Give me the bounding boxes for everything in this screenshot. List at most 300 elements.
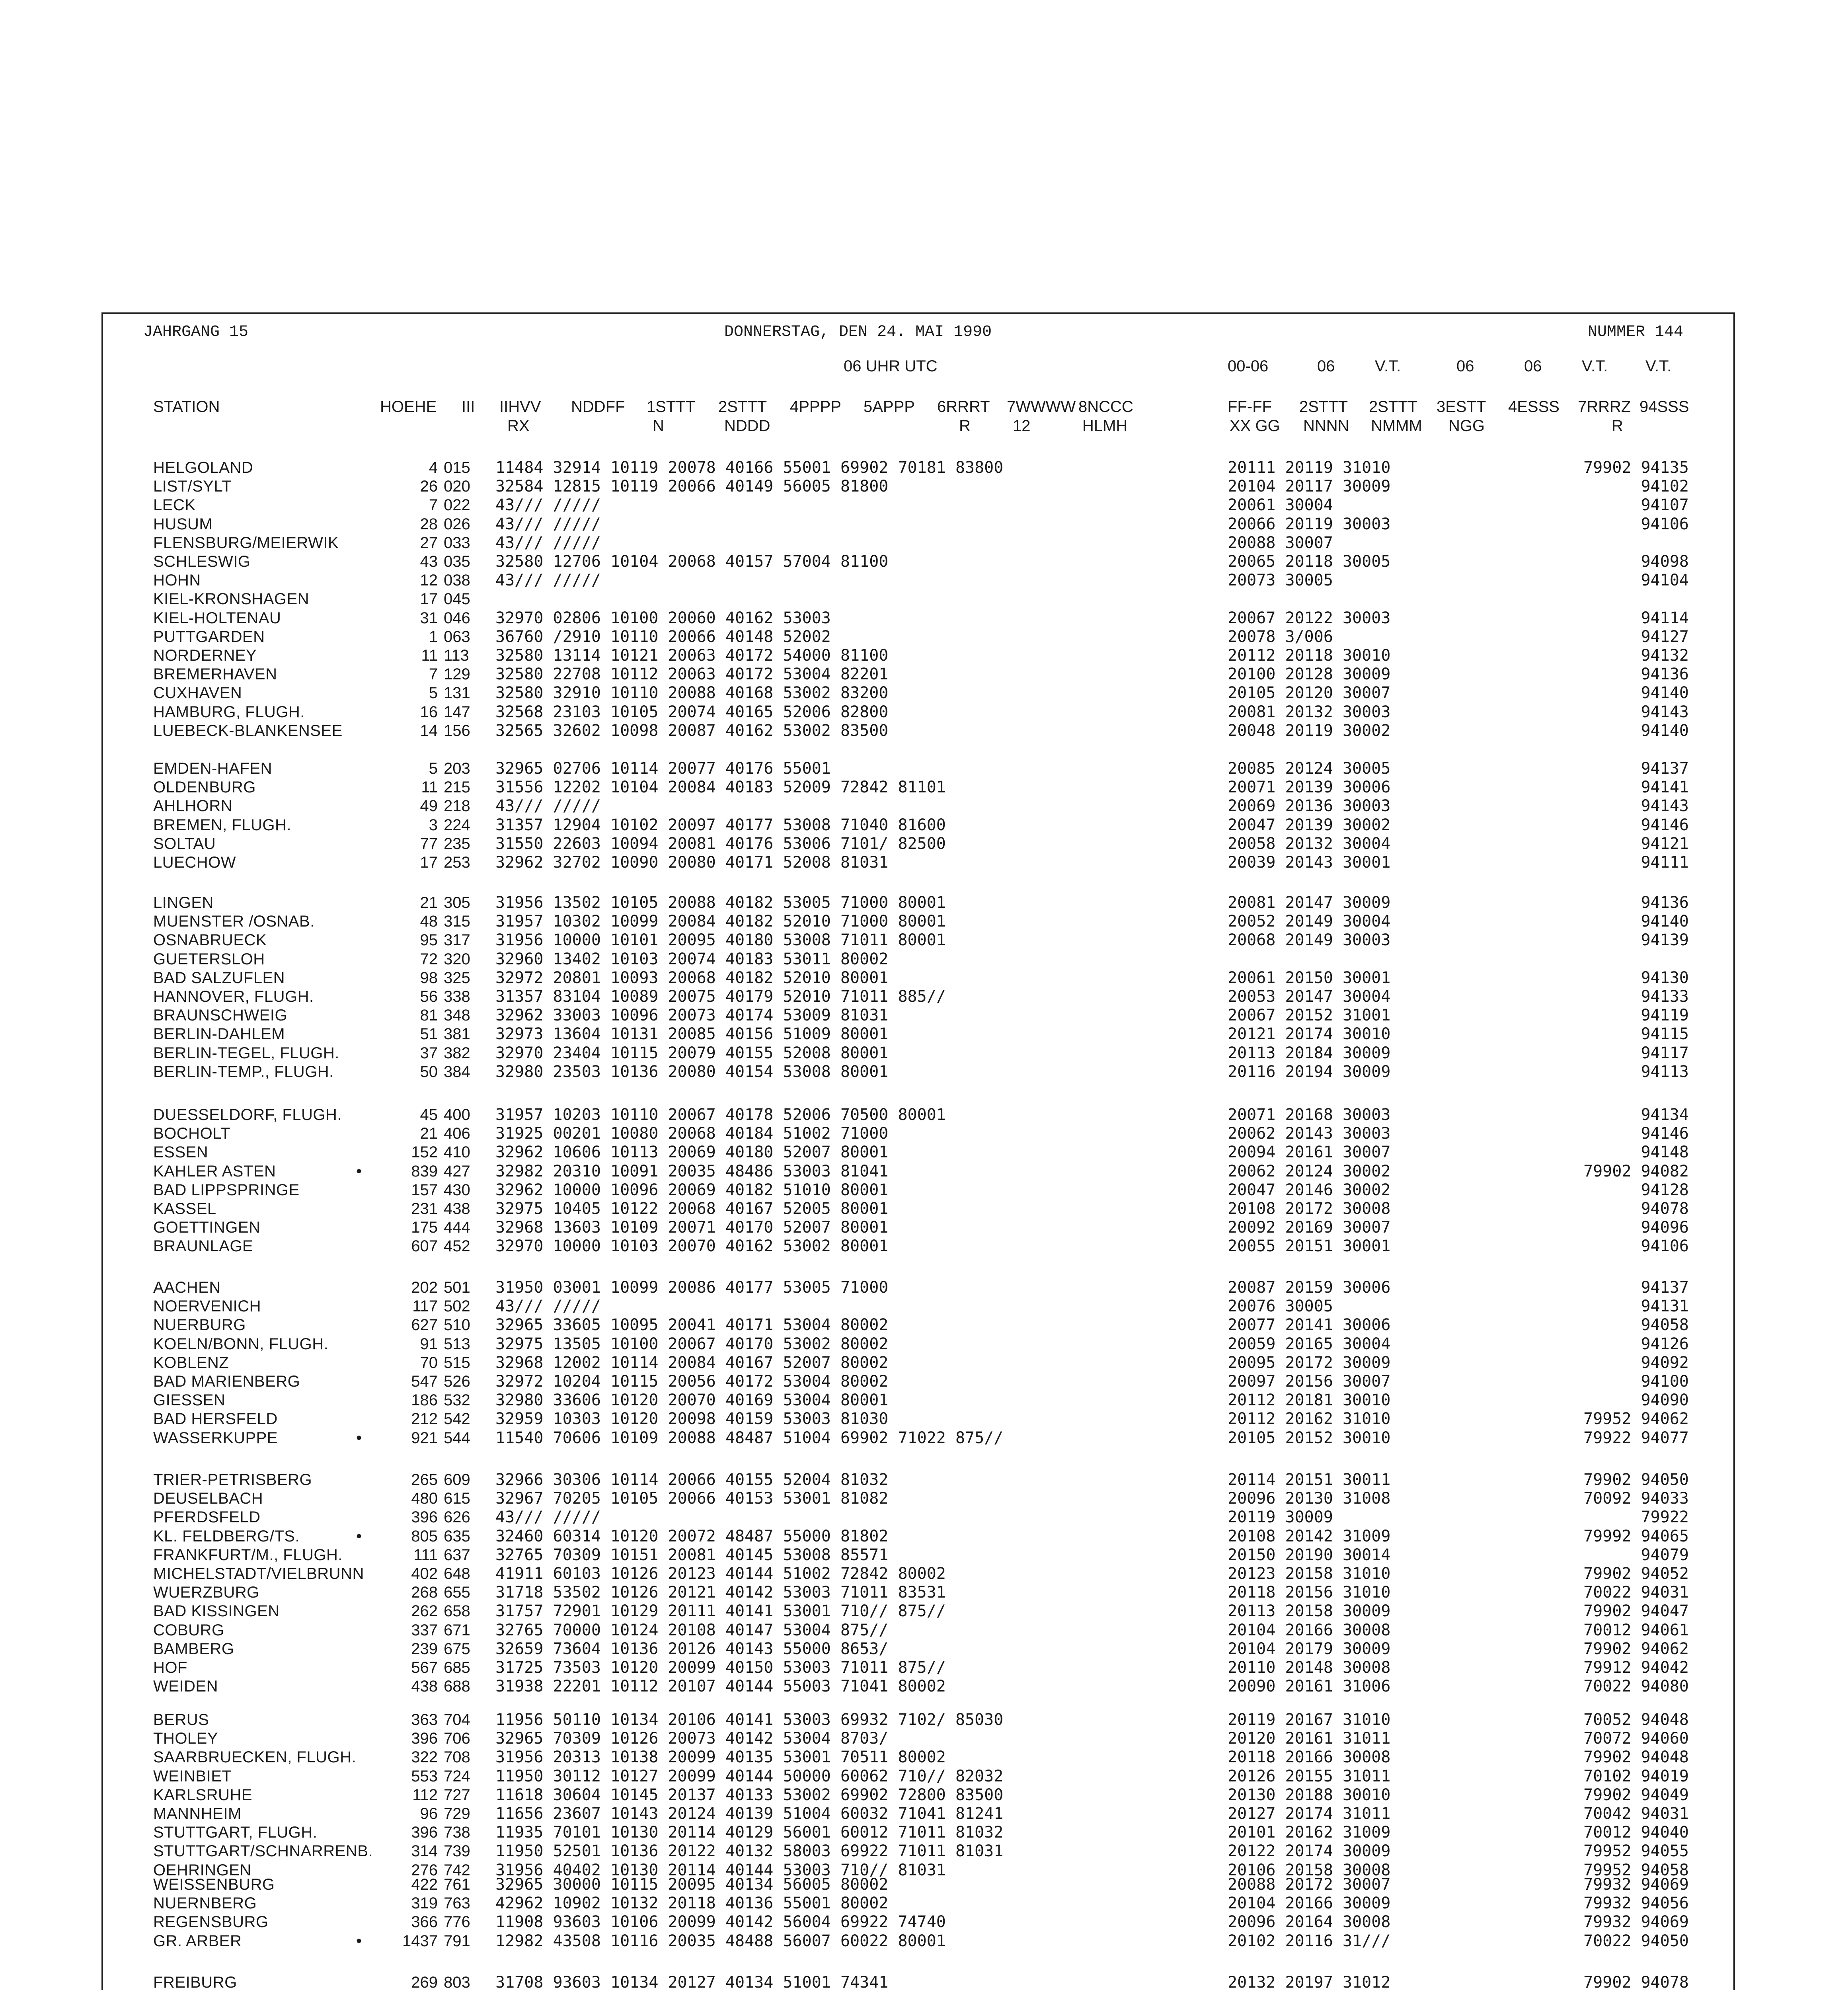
obs-group-right: 20114 20151 30011 <box>1228 1471 1391 1489</box>
obs-group-right: 20118 20166 30008 <box>1228 1748 1391 1766</box>
station-name: MUENSTER /OSNAB. <box>153 913 315 930</box>
station-name: THOLEY <box>153 1730 218 1747</box>
obs-group: 31556 12202 10104 20084 40183 52009 72842 81101 <box>495 778 946 796</box>
obs-group: 32967 70205 10105 20066 40153 53001 81082 <box>495 1489 889 1508</box>
station-name: GR. ARBER <box>153 1932 242 1950</box>
station-name: HOF <box>153 1659 187 1676</box>
table-row <box>0 628 1848 646</box>
station-name: GOETTINGEN <box>153 1219 261 1236</box>
table-row <box>0 912 1848 931</box>
table-row <box>0 1621 1848 1639</box>
station-name: KIEL-KRONSHAGEN <box>153 590 310 608</box>
station-height: 70 <box>420 1354 438 1372</box>
station-id: 542 <box>444 1410 470 1428</box>
col-head-ffff: FF-FF <box>1228 398 1272 416</box>
station-id: 427 <box>444 1163 470 1180</box>
station-id: 317 <box>444 931 470 949</box>
right-head-5: 06 <box>1524 357 1542 375</box>
obs-group: 32980 23503 10136 20080 40154 53008 80001 <box>495 1063 889 1081</box>
station-name: BAD MARIENBERG <box>153 1373 300 1390</box>
obs-group-right: 20104 20179 30009 <box>1228 1640 1391 1658</box>
obs-group: 32584 12815 10119 20066 40149 56005 81800 <box>495 477 889 496</box>
obs-group: 31925 00201 10080 20068 40184 51002 71000 <box>495 1124 889 1143</box>
obs-group-right: 20062 20124 30002 <box>1228 1162 1391 1180</box>
station-name: HANNOVER, FLUGH. <box>153 988 314 1005</box>
obs-group-right: 20121 20174 30010 <box>1228 1025 1391 1043</box>
station-id: 033 <box>444 534 470 552</box>
station-name: WEISSENBURG <box>153 1876 275 1893</box>
table-row <box>0 1805 1848 1823</box>
station-height: 1437 <box>402 1932 438 1950</box>
obs-group-end: 79952 94055 <box>1583 1842 1689 1860</box>
station-height: 11 <box>421 647 438 664</box>
station-name: PFERDSFELD <box>153 1508 261 1526</box>
obs-group-end: 94146 <box>1641 816 1689 834</box>
station-id: 038 <box>444 572 470 589</box>
station-id: 501 <box>444 1279 470 1296</box>
obs-group: 43/// ///// <box>495 1297 601 1315</box>
station-id: 020 <box>444 478 470 495</box>
station-height: 17 <box>420 590 438 608</box>
obs-group-right: 20112 20118 30010 <box>1228 646 1391 665</box>
station-name: HOHN <box>153 572 201 589</box>
station-height: 1 <box>429 628 438 646</box>
iii-head: III <box>462 398 475 416</box>
col-head-2sttt-a: 2STTT <box>1299 398 1348 416</box>
obs-group-end: 79922 94077 <box>1583 1429 1689 1447</box>
obs-group-right: 20071 20139 30006 <box>1228 778 1391 796</box>
station-id: 046 <box>444 609 470 627</box>
station-name: DEUSELBACH <box>153 1490 263 1507</box>
obs-group-end: 94128 <box>1641 1181 1689 1199</box>
table-row <box>0 609 1848 627</box>
station-id: 803 <box>444 1974 470 1990</box>
obs-group-right: 20106 20158 30008 <box>1228 1861 1391 1879</box>
obs-group-right: 20119 20167 31010 <box>1228 1711 1391 1729</box>
station-height: 422 <box>411 1876 438 1893</box>
obs-group-end: 94143 <box>1641 703 1689 721</box>
table-row <box>0 458 1848 477</box>
station-id: 738 <box>444 1824 470 1841</box>
obs-group-end: 94090 <box>1641 1391 1689 1409</box>
right-head-3: V.T. <box>1375 357 1401 375</box>
station-height: 607 <box>411 1237 438 1255</box>
obs-group-right: 20053 20147 30004 <box>1228 987 1391 1006</box>
table-row <box>0 1124 1848 1143</box>
station-name: BAD HERSFELD <box>153 1410 278 1428</box>
table-row <box>0 571 1848 589</box>
obs-group: 32975 13505 10100 20067 40170 53002 80002 <box>495 1335 889 1353</box>
station-name: OEHRINGEN <box>153 1861 251 1879</box>
station-height: 95 <box>420 931 438 949</box>
station-id: 026 <box>444 515 470 533</box>
obs-group-end: 94136 <box>1641 894 1689 912</box>
obs-group-right: 20101 20162 31009 <box>1228 1823 1391 1842</box>
obs-group-end: 94119 <box>1641 1006 1689 1024</box>
station-height: 212 <box>411 1410 438 1428</box>
station-height: 366 <box>411 1913 438 1931</box>
table-row <box>0 1658 1848 1677</box>
obs-group-end: 94139 <box>1641 931 1689 949</box>
station-id: 655 <box>444 1584 470 1601</box>
station-height: 7 <box>429 496 438 514</box>
right-head-4: 06 <box>1456 357 1474 375</box>
station-name: NUERBURG <box>153 1316 246 1334</box>
station-id: 513 <box>444 1335 470 1353</box>
station-name: EMDEN-HAFEN <box>153 760 272 777</box>
station-height: 175 <box>411 1219 438 1236</box>
station-height: 269 <box>411 1974 438 1990</box>
table-row <box>0 1063 1848 1081</box>
obs-group: 43/// ///// <box>495 571 601 589</box>
obs-group-end: 94102 <box>1641 477 1689 496</box>
station-name: KASSEL <box>153 1200 216 1217</box>
obs-group: 31956 13502 10105 20088 40182 53005 71000 80001 <box>495 894 946 912</box>
obs-group: 32962 10606 10113 20069 40180 52007 80001 <box>495 1143 889 1161</box>
table-row <box>0 894 1848 912</box>
obs-group-right: 20108 20172 30008 <box>1228 1200 1391 1218</box>
col-head-6rrrt: 6RRRT <box>937 398 990 416</box>
obs-group-end: 79952 94058 <box>1583 1861 1689 1879</box>
station-name: LIST/SYLT <box>153 478 232 495</box>
obs-group: 43/// ///// <box>495 534 601 552</box>
sub-head-rx: RX <box>507 417 530 435</box>
col-head-iihvv: IIHVV <box>499 398 541 416</box>
obs-group-right: 20092 20169 30007 <box>1228 1218 1391 1237</box>
table-row <box>0 1218 1848 1237</box>
table-row <box>0 1546 1848 1564</box>
obs-group-end: 94121 <box>1641 835 1689 853</box>
station-id: 218 <box>444 797 470 815</box>
obs-group: 32962 32702 10090 20080 40171 52008 81031 <box>495 853 889 872</box>
obs-group-right: 20132 20197 31012 <box>1228 1973 1391 1990</box>
obs-group-end: 94098 <box>1641 552 1689 571</box>
table-row <box>0 1711 1848 1729</box>
obs-group-end: 79902 94047 <box>1583 1602 1689 1620</box>
obs-group-end: 70012 94040 <box>1583 1823 1689 1842</box>
obs-group-right: 20127 20174 31011 <box>1228 1805 1391 1823</box>
table-row <box>0 1237 1848 1255</box>
obs-group-right: 20104 20117 30009 <box>1228 477 1391 496</box>
station-name: MICHELSTADT/VIELBRUNN <box>153 1565 364 1582</box>
station-height: 239 <box>411 1640 438 1658</box>
obs-group-right: 20090 20161 31006 <box>1228 1677 1391 1695</box>
obs-group: 32965 70309 10126 20073 40142 53004 8703/ <box>495 1729 889 1748</box>
page-header <box>143 323 1703 347</box>
station-name: BERLIN-TEMP., FLUGH. <box>153 1063 334 1081</box>
table-row <box>0 477 1848 496</box>
obs-group-right: 20088 20172 30007 <box>1228 1875 1391 1894</box>
station-name: NORDERNEY <box>153 647 257 664</box>
obs-group-end: 94092 <box>1641 1354 1689 1372</box>
station-name: GUETERSLOH <box>153 950 265 968</box>
obs-group-end: 70022 94031 <box>1583 1583 1689 1602</box>
obs-group-right: 20052 20149 30004 <box>1228 912 1391 931</box>
station-name: BERLIN-TEGEL, FLUGH. <box>153 1044 339 1062</box>
station-name: FLENSBURG/MEIERWIK <box>153 534 339 552</box>
obs-group-right: 20096 20130 31008 <box>1228 1489 1391 1508</box>
obs-group-right: 20058 20132 30004 <box>1228 835 1391 853</box>
station-height: 91 <box>420 1335 438 1353</box>
station-name: KAHLER ASTEN <box>153 1163 276 1180</box>
table-row <box>0 759 1848 778</box>
station-name: TRIER-PETRISBERG <box>153 1471 312 1489</box>
right-head-6: V.T. <box>1582 357 1608 375</box>
obs-group: 32966 30306 10114 20066 40155 52004 81032 <box>495 1471 889 1489</box>
station-name: BAD LIPPSPRINGE <box>153 1181 300 1199</box>
obs-group-right: 20111 20119 31010 <box>1228 458 1391 477</box>
obs-group: 32965 02706 10114 20077 40176 55001 <box>495 759 831 778</box>
obs-group-right: 20102 20116 31/// <box>1228 1932 1391 1950</box>
obs-group-end: 94132 <box>1641 646 1689 665</box>
col-head-1sttt: 1STTT <box>647 398 696 416</box>
table-row <box>0 950 1848 968</box>
obs-group-right: 20100 20128 30009 <box>1228 665 1391 683</box>
station-height: 117 <box>412 1297 438 1315</box>
station-name: BRAUNLAGE <box>153 1237 253 1255</box>
obs-group-right: 20112 20162 31010 <box>1228 1410 1391 1428</box>
station-id: 156 <box>444 722 470 739</box>
station-height: 186 <box>411 1391 438 1409</box>
obs-group: 31550 22603 10094 20081 40176 53006 7101/ 82500 <box>495 835 946 853</box>
obs-group-end: 94126 <box>1641 1335 1689 1353</box>
station-id: 325 <box>444 969 470 987</box>
obs-group: 11484 32914 10119 20078 40166 55001 69902 70181 83800 <box>495 458 1004 477</box>
station-id: 320 <box>444 950 470 968</box>
station-height: 262 <box>411 1602 438 1620</box>
station-height: 111 <box>413 1546 438 1564</box>
table-row <box>0 1767 1848 1785</box>
right-head-1: 00-06 <box>1228 357 1269 375</box>
station-name: BAD KISSINGEN <box>153 1602 280 1620</box>
right-head-7: V.T. <box>1645 357 1672 375</box>
station-id: 035 <box>444 553 470 570</box>
station-name: KARLSRUHE <box>153 1786 253 1804</box>
station-id: 776 <box>444 1913 470 1931</box>
obs-group: 43/// ///// <box>495 496 601 514</box>
sub-head-r2: R <box>1612 417 1623 435</box>
obs-group-end: 94106 <box>1641 515 1689 533</box>
obs-group: 31938 22201 10112 20107 40144 55003 71041 80002 <box>495 1677 946 1695</box>
table-row <box>0 1508 1848 1526</box>
obs-group-end: 94113 <box>1641 1063 1689 1081</box>
col-head-nddff: NDDFF <box>571 398 625 416</box>
utc-label: 06 UHR UTC <box>844 357 938 375</box>
obs-group: 32962 10000 10096 20069 40182 51010 80001 <box>495 1181 889 1199</box>
station-id: 381 <box>444 1025 470 1043</box>
obs-group: 31708 93603 10134 20127 40134 51001 74341 <box>495 1973 889 1990</box>
obs-group-end: 94143 <box>1641 797 1689 815</box>
obs-group-end: 70022 94080 <box>1583 1677 1689 1695</box>
station-id: 502 <box>444 1297 470 1315</box>
obs-group: 11908 93603 10106 20099 40142 56004 69922 74740 <box>495 1913 946 1931</box>
station-name: KOELN/BONN, FLUGH. <box>153 1335 329 1353</box>
station-height: 567 <box>411 1659 438 1676</box>
station-id: 063 <box>444 628 470 646</box>
obs-group: 32765 70000 10124 20108 40147 53004 875// <box>495 1621 889 1639</box>
table-row <box>0 1786 1848 1804</box>
station-id: 626 <box>444 1508 470 1526</box>
obs-group-right: 20150 20190 30014 <box>1228 1546 1391 1564</box>
station-height: 16 <box>420 703 438 721</box>
table-row <box>0 1894 1848 1912</box>
obs-group: 32565 32602 10098 20087 40162 53002 83500 <box>495 722 889 740</box>
station-height: 4 <box>429 459 438 476</box>
mountain-marker: • <box>356 1932 362 1950</box>
obs-group: 36760 /2910 10110 20066 40148 52002 <box>495 628 831 646</box>
station-name: FRANKFURT/M., FLUGH. <box>153 1546 343 1564</box>
table-row <box>0 1354 1848 1372</box>
table-row <box>0 1162 1848 1180</box>
sub-head-nnnn: NNNN <box>1303 417 1349 435</box>
station-height: 157 <box>411 1181 438 1199</box>
obs-group-end: 94141 <box>1641 778 1689 796</box>
obs-group-end: 94148 <box>1641 1143 1689 1161</box>
obs-group-end: 79992 94065 <box>1583 1527 1689 1545</box>
station-height: 5 <box>429 684 438 702</box>
obs-group-right: 20061 30004 <box>1228 496 1333 514</box>
obs-group: 11935 70101 10130 20114 40129 56001 60012 71011 81032 <box>495 1823 1004 1842</box>
table-row <box>0 969 1848 987</box>
station-height: 805 <box>411 1528 438 1545</box>
obs-group-right: 20039 20143 30001 <box>1228 853 1391 872</box>
table-row <box>0 665 1848 683</box>
obs-group-end: 94140 <box>1641 912 1689 931</box>
obs-group-end: 94134 <box>1641 1106 1689 1124</box>
obs-group-right: 20055 20151 30001 <box>1228 1237 1391 1255</box>
obs-group-right: 20047 20139 30002 <box>1228 816 1391 834</box>
obs-group-right: 20048 20119 30002 <box>1228 722 1391 740</box>
station-id: 615 <box>444 1490 470 1507</box>
station-name: REGENSBURG <box>153 1913 269 1931</box>
table-row <box>0 1025 1848 1043</box>
station-id: 671 <box>444 1621 470 1639</box>
obs-group-end: 70072 94060 <box>1583 1729 1689 1748</box>
obs-group-end: 94146 <box>1641 1124 1689 1143</box>
station-id: 704 <box>444 1711 470 1729</box>
station-id: 515 <box>444 1354 470 1372</box>
obs-group-end: 79902 94052 <box>1583 1565 1689 1583</box>
obs-group: 32980 33606 10120 20070 40169 53004 80001 <box>495 1391 889 1409</box>
station-height: 319 <box>411 1894 438 1912</box>
table-row <box>0 1823 1848 1842</box>
obs-group: 32959 10303 10120 20098 40159 53003 81030 <box>495 1410 889 1428</box>
obs-group-right: 20066 20119 30003 <box>1228 515 1391 533</box>
obs-group: 32970 10000 10103 20070 40162 53002 80001 <box>495 1237 889 1255</box>
col-head-3estt: 3ESTT <box>1437 398 1486 416</box>
station-height: 43 <box>420 553 438 570</box>
station-id: 410 <box>444 1143 470 1161</box>
station-height: 314 <box>411 1842 438 1860</box>
table-row <box>0 1489 1848 1508</box>
sub-head-xxgg: XX GG <box>1230 417 1280 435</box>
table-row <box>0 1278 1848 1297</box>
station-id: 253 <box>444 854 470 871</box>
station-height: 396 <box>411 1824 438 1841</box>
obs-group-end: 79902 94048 <box>1583 1748 1689 1766</box>
obs-group-end: 79902 94082 <box>1583 1162 1689 1180</box>
station-height: 28 <box>420 515 438 533</box>
station-id: 406 <box>444 1125 470 1142</box>
obs-group: 31357 12904 10102 20097 40177 53008 71040 81600 <box>495 816 946 834</box>
station-id: 761 <box>444 1876 470 1893</box>
station-name: WEINBIET <box>153 1768 232 1785</box>
table-row <box>0 1583 1848 1602</box>
station-name: LUEBECK-BLANKENSEE <box>153 722 343 739</box>
station-height: 202 <box>411 1279 438 1296</box>
station-id: 635 <box>444 1528 470 1545</box>
obs-group-right: 20081 20147 30009 <box>1228 894 1391 912</box>
col-head-5appp: 5APPP <box>864 398 915 416</box>
station-height: 49 <box>420 797 438 815</box>
obs-group: 11950 52501 10136 20122 40132 58003 69922 71011 81031 <box>495 1842 1004 1860</box>
station-id: 526 <box>444 1373 470 1390</box>
station-id: 224 <box>444 816 470 834</box>
obs-group-end: 70102 94019 <box>1583 1767 1689 1785</box>
table-row <box>0 1748 1848 1766</box>
table-row <box>0 853 1848 872</box>
obs-group-end: 94079 <box>1641 1546 1689 1564</box>
obs-group-end: 79902 94050 <box>1583 1471 1689 1489</box>
obs-group: 32580 22708 10112 20063 40172 53004 82201 <box>495 665 889 683</box>
obs-group-right: 20119 30009 <box>1228 1508 1333 1526</box>
table-row <box>0 1602 1848 1620</box>
table-row <box>0 703 1848 721</box>
obs-group-right: 20069 20136 30003 <box>1228 797 1391 815</box>
obs-group-end: 94137 <box>1641 1278 1689 1297</box>
station-name: MANNHEIM <box>153 1805 242 1822</box>
obs-group-right: 20085 20124 30005 <box>1228 759 1391 778</box>
obs-group-right: 20073 30005 <box>1228 571 1333 589</box>
station-id: 658 <box>444 1602 470 1620</box>
obs-group: 32580 13114 10121 20063 40172 54000 81100 <box>495 646 889 665</box>
hoehe-head: HOEHE <box>380 398 437 416</box>
table-row <box>0 684 1848 702</box>
obs-group: 32982 20310 10091 20035 48486 53003 81041 <box>495 1162 889 1180</box>
col-head-7wwww: 7WWWW <box>1007 398 1076 416</box>
station-height: 27 <box>420 534 438 552</box>
table-row <box>0 1640 1848 1658</box>
station-id: 688 <box>444 1678 470 1695</box>
station-name: BOCHOLT <box>153 1125 230 1142</box>
date-label: DONNERSTAG, DEN 24. MAI 1990 <box>724 323 992 341</box>
station-id: 708 <box>444 1748 470 1766</box>
obs-group: 11950 30112 10127 20099 40144 50000 60062 710// 82032 <box>495 1767 1004 1785</box>
table-row <box>0 1410 1848 1428</box>
sub-head-ngg: NGG <box>1448 417 1485 435</box>
station-id: 727 <box>444 1786 470 1804</box>
obs-group-end: 94096 <box>1641 1218 1689 1237</box>
station-name: SAARBRUECKEN, FLUGH. <box>153 1748 357 1766</box>
station-id: 131 <box>444 684 470 702</box>
col-head-7rrrz: 7RRRZ <box>1578 398 1631 416</box>
obs-group: 31956 20313 10138 20099 40135 53001 70511 80002 <box>495 1748 946 1766</box>
station-id: 129 <box>444 665 470 683</box>
obs-group-end: 79922 <box>1641 1508 1689 1526</box>
station-name: SCHLESWIG <box>153 553 251 570</box>
obs-group-right: 20068 20149 30003 <box>1228 931 1391 949</box>
obs-group-end: 94131 <box>1641 1297 1689 1315</box>
station-name: OLDENBURG <box>153 778 256 796</box>
obs-group: 32965 30000 10115 20095 40134 56005 80002 <box>495 1875 889 1894</box>
sub-head-12: 12 <box>1013 417 1031 435</box>
obs-group-right: 20120 20161 31011 <box>1228 1729 1391 1748</box>
obs-group-right: 20087 20159 30006 <box>1228 1278 1391 1297</box>
station-name: SOLTAU <box>153 835 216 853</box>
table-row <box>0 1391 1848 1409</box>
obs-group: 11656 23607 10143 20124 40139 51004 60032 71041 81241 <box>495 1805 1004 1823</box>
obs-group-end: 70052 94048 <box>1583 1711 1689 1729</box>
